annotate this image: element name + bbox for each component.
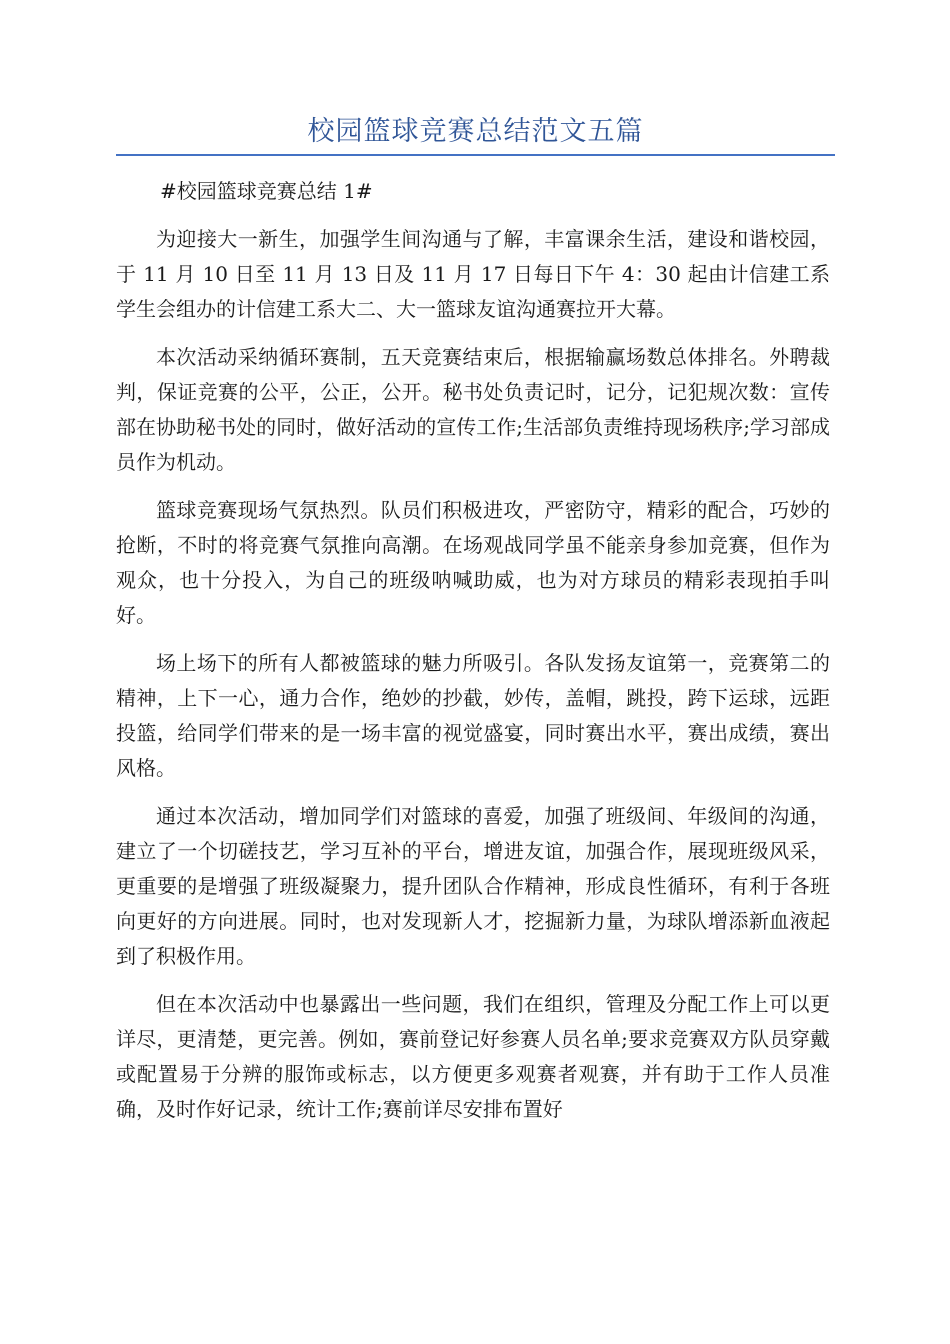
paragraph: 场上场下的所有人都被篮球的魅力所吸引。各队发扬友谊第一，竞赛第二的精神，上下一心，通力合作，绝妙的抄截，妙传，盖帽，跳投，跨下运球，远距投篮，给同学们带来的是一场丰富的视觉盛宴，同时赛出水平，赛出成绩，赛出风格。 bbox=[116, 651, 830, 780]
paragraph: 本次活动采纳循环赛制，五天竞赛结束后，根据输赢场数总体排名。外聘裁判，保证竞赛的公平，公正，公开。秘书处负责记时，记分，记犯规次数：宣传部在协助秘书处的同时，做好活动的宣传工作;生活部负责维持现场秩序;学习部成员作为机动。 bbox=[116, 345, 830, 474]
paragraph: 篮球竞赛现场气氛热烈。队员们积极进攻，严密防守，精彩的配合，巧妙的抢断，不时的将竞赛气氛推向高潮。在场观战同学虽不能亲身参加竞赛，但作为观众，也十分投入，为自己的班级呐喊助威，也为对方球员的精彩表现拍手叫好。 bbox=[116, 498, 830, 627]
title-underline bbox=[116, 154, 835, 156]
document-title: 校园篮球竞赛总结范文五篇 bbox=[307, 116, 644, 147]
paragraph: 通过本次活动，增加同学们对篮球的喜爱，加强了班级间、年级间的沟通，建立了一个切磋技艺，学习互补的平台，增进友谊，加强合作，展现班级风采，更重要的是增强了班级凝聚力，提升团队合作精神，形成良性循环，有利于各班向更好的方向进展。同时，也对发现新人才，挖掘新力量，为球队增添新血液起到了积极作用。 bbox=[116, 804, 830, 968]
paragraph: 为迎接大一新生，加强学生间沟通与了解，丰富课余生活，建设和谐校园，于 11 月 10 日至 11 月 13 日及 11 月 17 日每日下午 4：30 起由计信建工系学生会组办的计信建工系大二、大一篮球友谊沟通赛拉开大幕。 bbox=[116, 227, 830, 321]
paragraph: 但在本次活动中也暴露出一些问题，我们在组织，管理及分配工作上可以更详尽，更清楚，更完善。例如，赛前登记好参赛人员名单;要求竞赛双方队员穿戴或配置易于分辨的服饰或标志，以方便更多观赛者观赛，并有助于工作人员准确，及时作好记录，统计工作;赛前详尽安排布置好 bbox=[116, 992, 830, 1121]
document-body bbox=[116, 174, 830, 1140]
section-heading: #校园篮球竞赛总结 1# bbox=[160, 179, 373, 203]
